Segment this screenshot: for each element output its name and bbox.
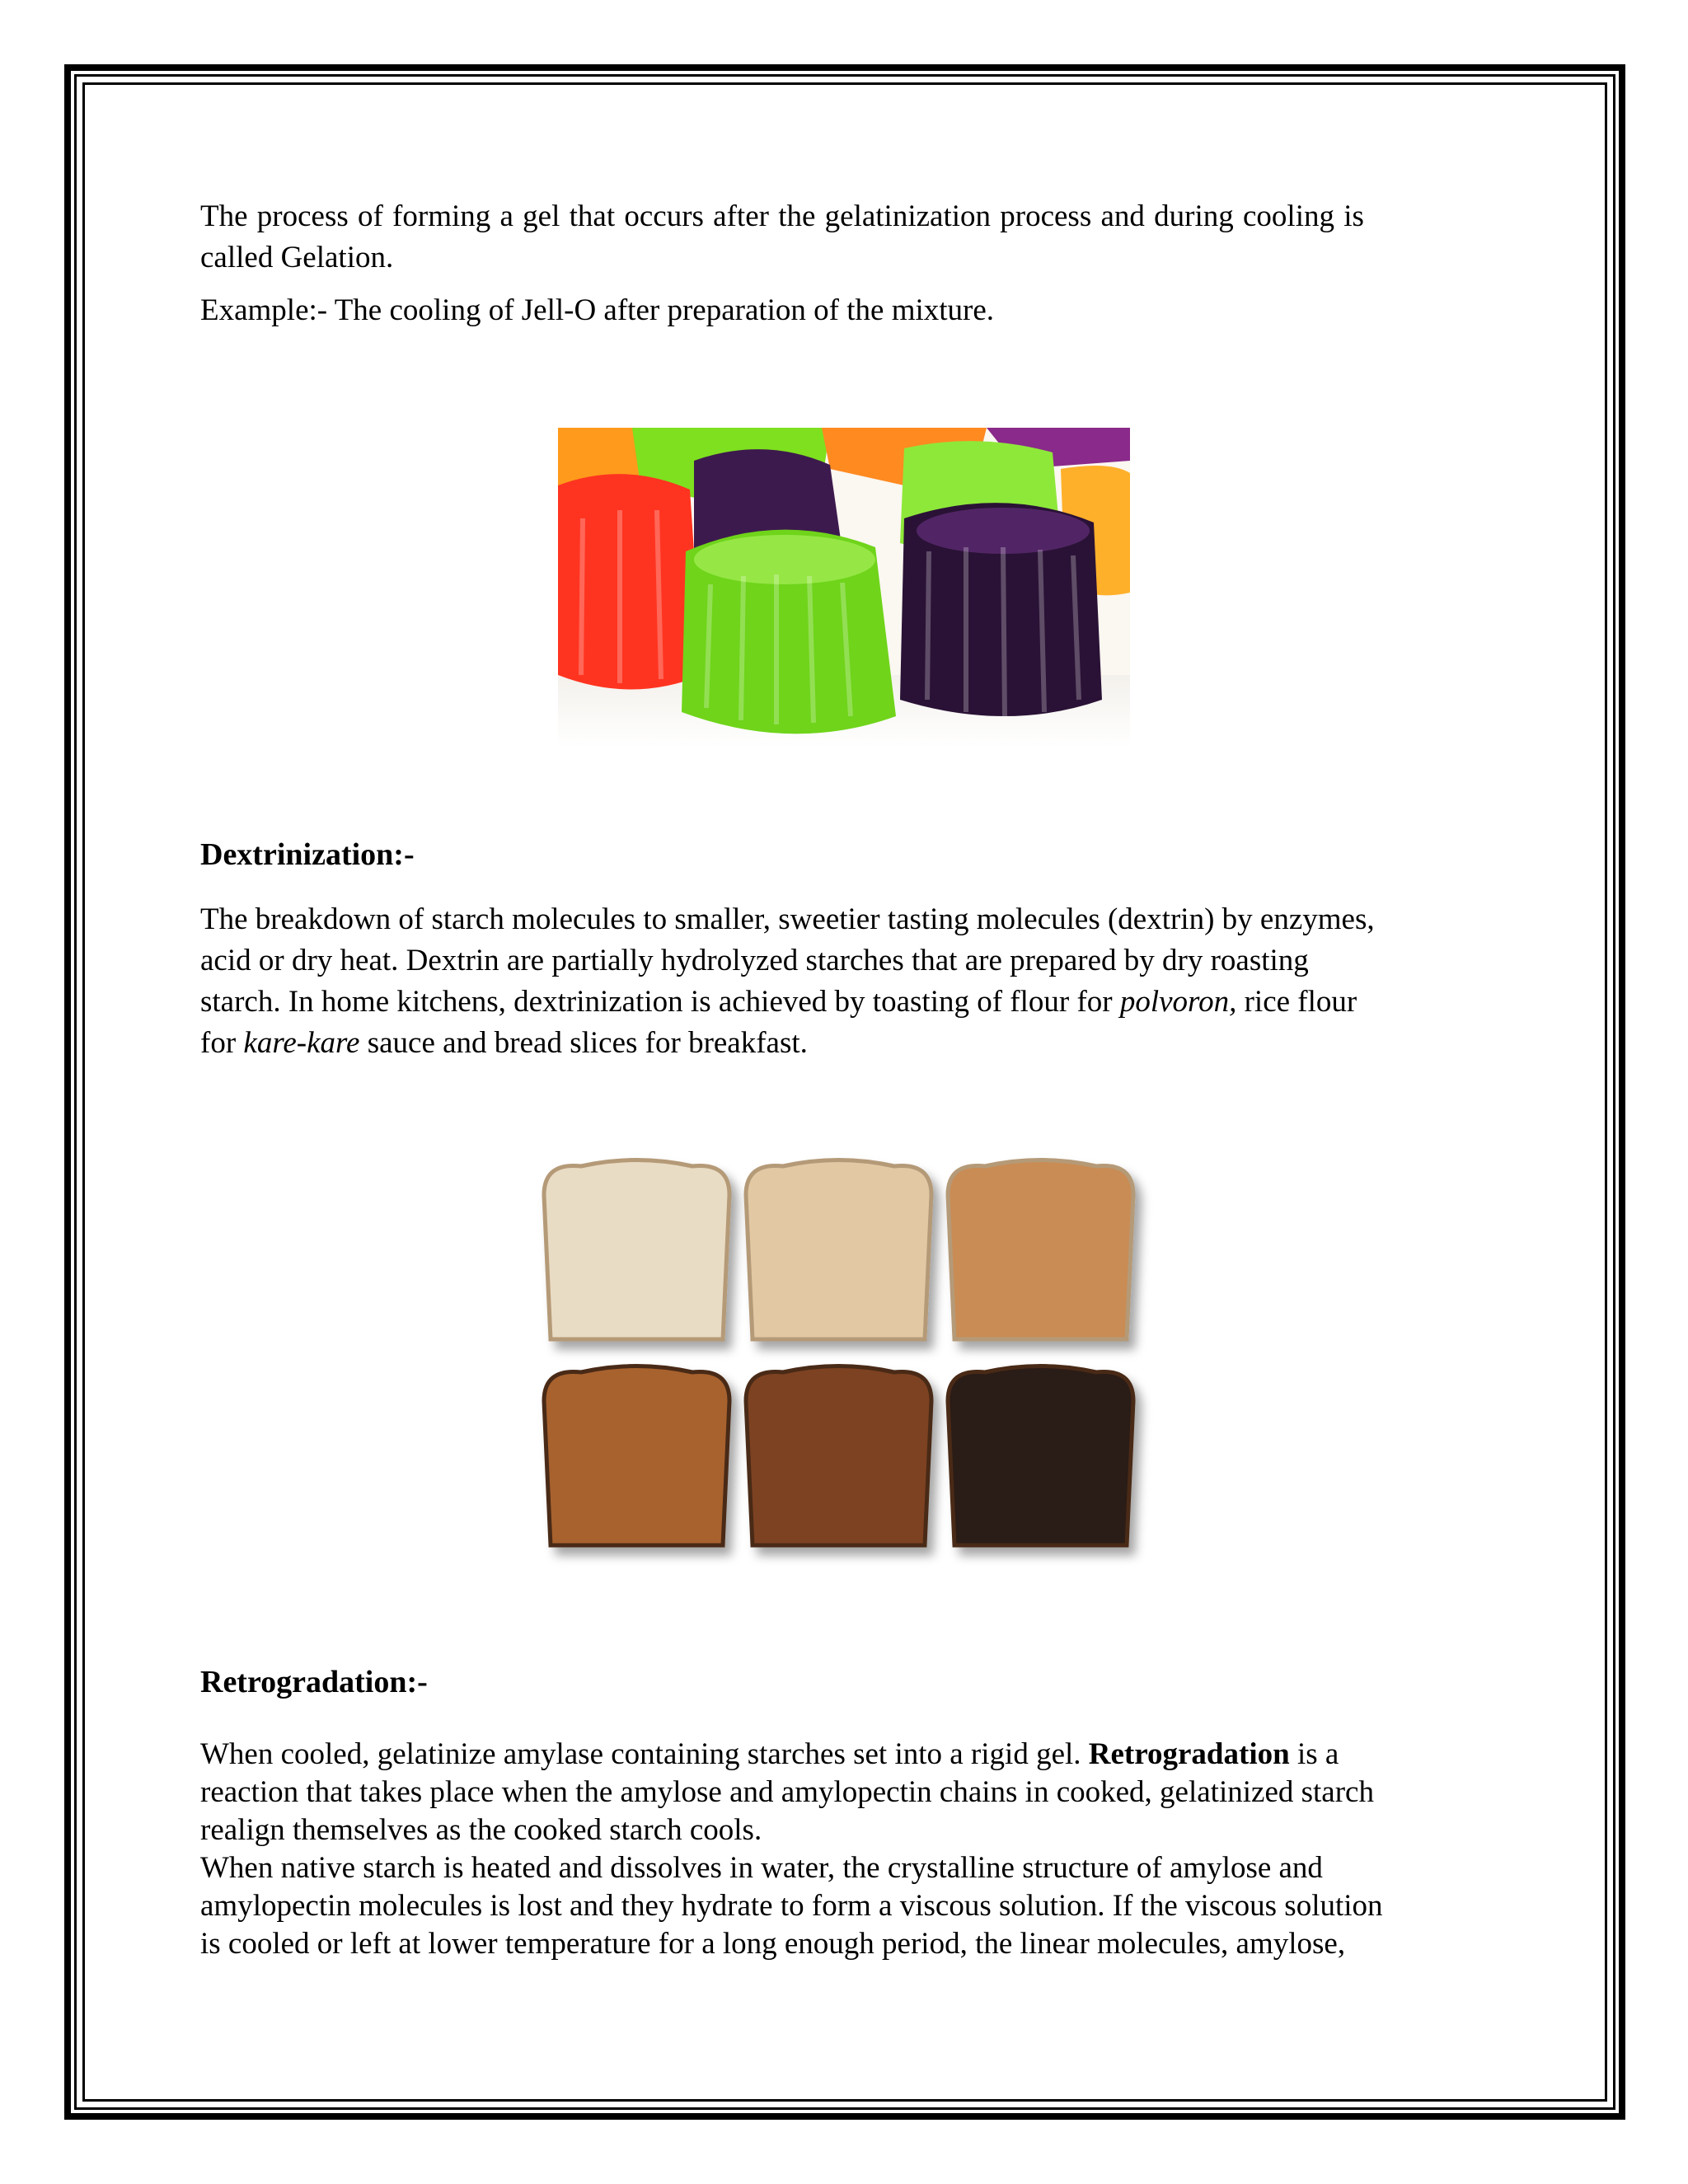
dextrinization-line-3: starch. In home kitchens, dextrinization is achieved by toasting of flour for polvoron, rice flour: [200, 985, 1357, 1019]
retrogradation-line-6: is cooled or left at lower temperature for a long enough period, the linear molecules, amylose,: [200, 1927, 1346, 1961]
toast-slice-5: [746, 1366, 931, 1546]
toast-slice-1: [544, 1160, 729, 1340]
retrogradation-line-2: reaction that takes place when the amylose and amylopectin chains in cooked, gelatinized starch: [200, 1775, 1374, 1809]
dextrinization-line-1: The breakdown of starch molecules to smaller, sweetier tasting molecules (dextrin) by enzymes,: [200, 902, 1375, 936]
toast-slice-4: [544, 1366, 729, 1546]
retrogradation-line-4: When native starch is heated and dissolves in water, the crystalline structure of amylose and: [200, 1851, 1323, 1885]
retrogradation-term: Retrogradation: [1088, 1737, 1290, 1771]
toast-image: [528, 1146, 1179, 1574]
gelation-line-1: The process of forming a gel that occurs after the gelatinization process and during cooling is: [200, 199, 1364, 233]
dextrinization-line-4: for kare-kare sauce and bread slices for breakfast.: [200, 1026, 808, 1060]
toast-slice-2: [746, 1160, 931, 1340]
dextrinization-line-2: acid or dry heat. Dextrin are partially hydrolyzed starches that are prepared by dry roasting: [200, 944, 1309, 977]
dextrinization-heading: Dextrinization:-: [200, 837, 415, 872]
retrogradation-line-3: realign themselves as the cooked starch cools.: [200, 1813, 762, 1847]
retrogradation-line-5: amylopectin molecules is lost and they hydrate to form a viscous solution. If the viscous solution: [200, 1889, 1383, 1923]
toast-slice-6: [948, 1366, 1133, 1546]
retrogradation-heading: Retrogradation:-: [200, 1665, 428, 1699]
jello-image: [558, 428, 1130, 748]
gelation-section: [200, 196, 1494, 331]
gelation-line-2: called Gelation.: [200, 241, 394, 274]
polvoron-term: polvoron,: [1119, 985, 1237, 1019]
retrogradation-section: [200, 1661, 1494, 1963]
dextrinization-section: [200, 834, 1494, 1064]
retrogradation-line-1: When cooled, gelatinize amylase containing starches set into a rigid gel. Retrogradation is a: [200, 1737, 1339, 1771]
toast-slice-3: [948, 1160, 1133, 1340]
gelation-example: Example:- The cooling of Jell-O after preparation of the mixture.: [200, 293, 995, 327]
kare-kare-term: kare-kare: [243, 1026, 360, 1060]
